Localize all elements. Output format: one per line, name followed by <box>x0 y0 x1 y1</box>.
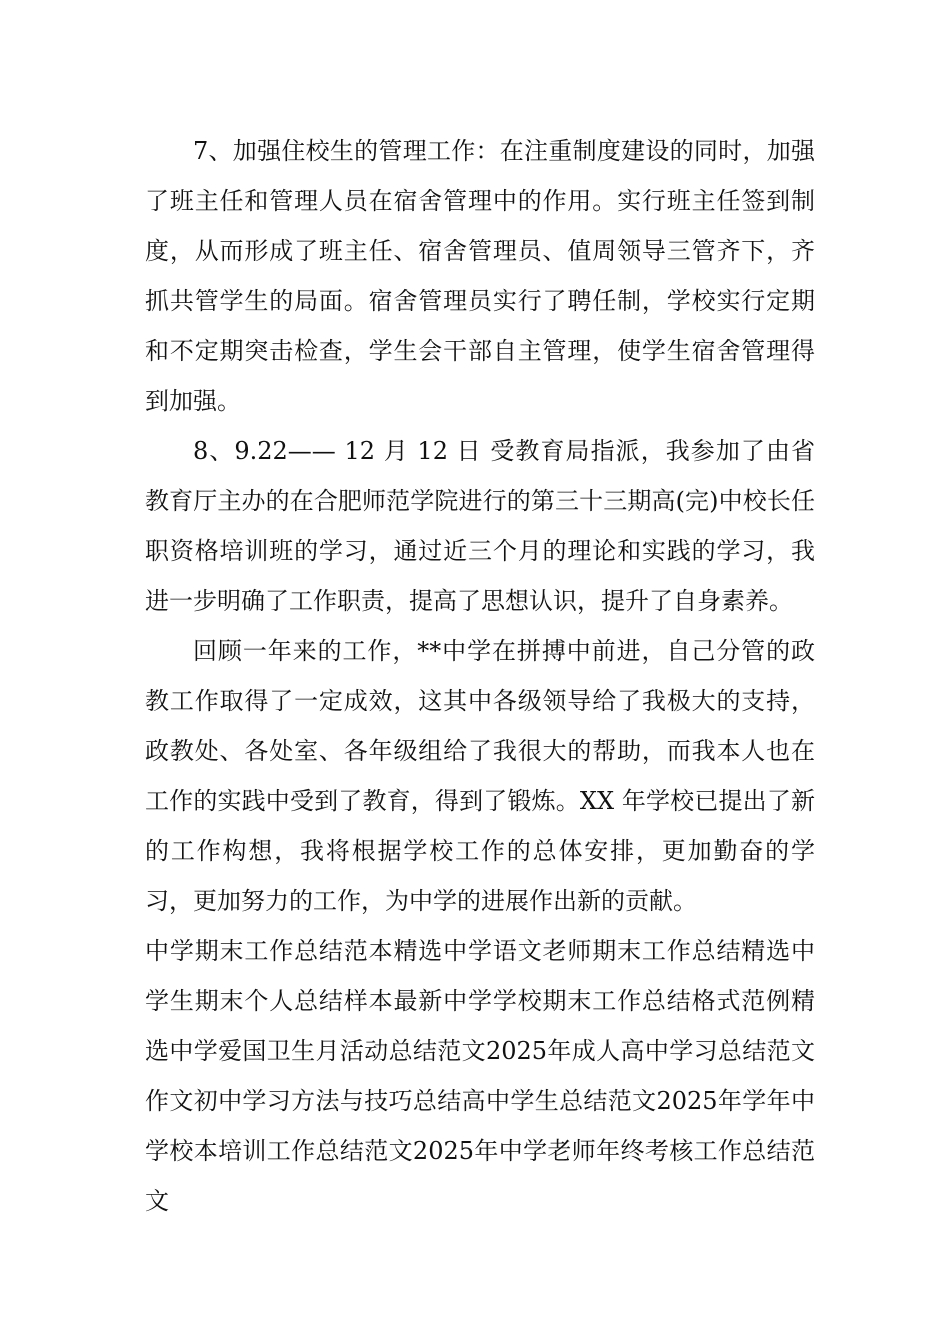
document-body <box>145 126 815 1226</box>
related-links-text: 中学期末工作总结范本精选中学语文老师期末工作总结精选中学生期末个人总结样本最新中学学校期末工作总结格式范例精选中学爱国卫生月活动总结范文2025年成人高中学习总结范文作文初中学习方法与技巧总结高中学生总结范文2025年学年中学校本培训工作总结范文2025年中学老师年终考核工作总结范文 <box>145 937 815 1215</box>
paragraph-dormitory-management: 7、加强住校生的管理工作：在注重制度建设的同时，加强了班主任和管理人员在宿舍管理中的作用。实行班主任签到制度，从而形成了班主任、宿舍管理员、值周领导三管齐下，齐抓共管学生的局面。宿舍管理员实行了聘任制，学校实行定期和不定期突击检查，学生会干部自主管理，使学生宿舍管理得到加强。 <box>145 137 815 415</box>
paragraph-review: 回顾一年来的工作，**中学在拼搏中前进，自己分管的政教工作取得了一定成效，这其中各级领导给了我极大的支持，政教处、各处室、各年级组给了我很大的帮助，而我本人也在工作的实践中受到了教育，得到了锻炼。XX 年学校已提出了新的工作构想，我将根据学校工作的总体安排，更加勤奋的学习，更加努力的工作，为中学的进展作出新的贡献。 <box>145 637 815 915</box>
paragraph-training: 8、9.22—— 12 月 12 日 受教育局指派，我参加了由省教育厅主办的在合肥师范学院进行的第三十三期高(完)中校长任职资格培训班的学习，通过近三个月的理论和实践的学习，我进一步明确了工作职责，提高了思想认识，提升了自身素养。 <box>145 437 815 615</box>
